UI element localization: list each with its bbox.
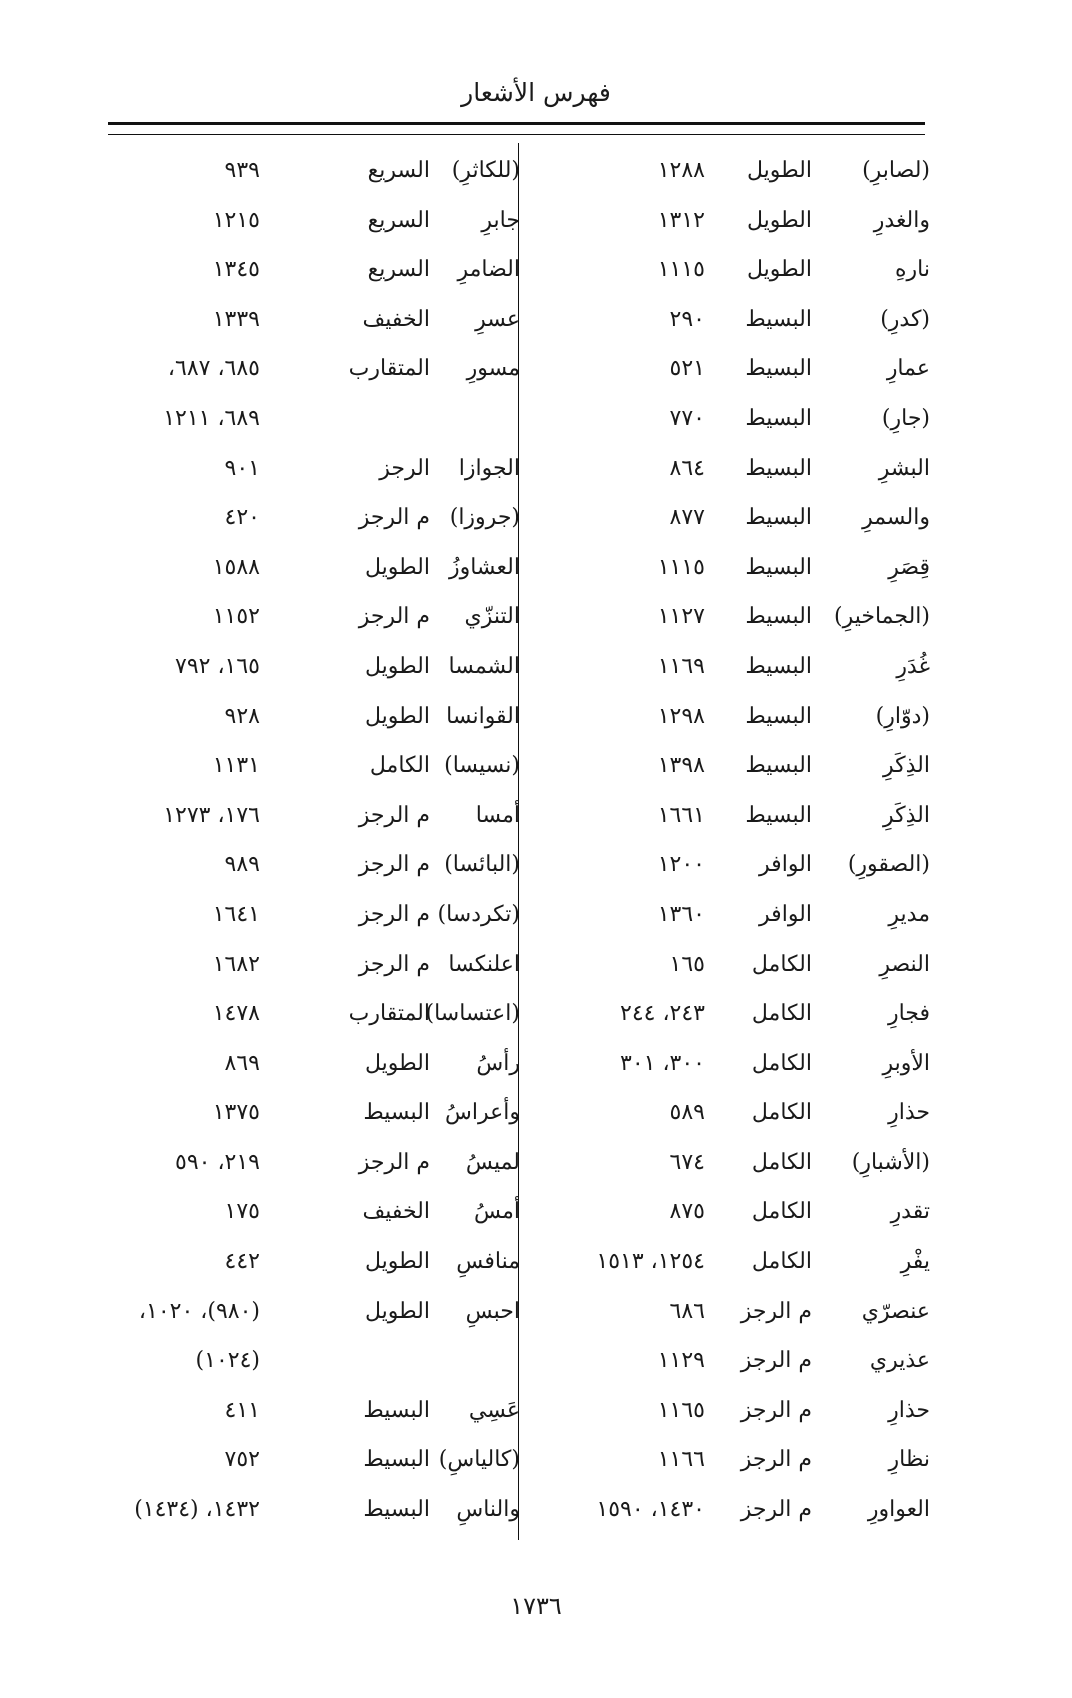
rhyme-word: جابرِ: [481, 207, 520, 233]
page-refs: ٦٨٥، ٦٨٧،: [167, 356, 260, 382]
meter-name: السريع: [367, 158, 430, 183]
meter-name: م الرجز: [358, 852, 430, 878]
index-row: [70, 1489, 520, 1539]
rhyme-word: التنزّي: [464, 604, 520, 630]
rhyme-word: (الأشبارِ): [851, 1149, 930, 1175]
rhyme-word: القوانسا: [446, 703, 520, 729]
page-refs: ١٣٦٠: [657, 901, 705, 927]
rhyme-word: وأعراسُ: [445, 1100, 520, 1126]
index-row: [70, 646, 520, 696]
meter-name: م الرجز: [358, 1149, 430, 1175]
rhyme-word: (للكاثرِ): [451, 158, 520, 183]
index-row: [530, 1241, 930, 1291]
index-row: [70, 1439, 520, 1489]
index-row: [70, 993, 520, 1043]
page-refs: ١١١٥: [657, 554, 705, 580]
page-refs: ١١٣١: [212, 753, 260, 779]
page-refs: ١٣٤٥: [212, 257, 260, 283]
rhyme-word: الجوازا: [458, 455, 520, 481]
index-row: [530, 894, 930, 944]
meter-name: الكامل: [751, 1001, 812, 1027]
right-column: [530, 150, 930, 1540]
index-row: [70, 1191, 520, 1241]
header-rule-thin: [108, 134, 925, 135]
index-row: [530, 944, 930, 994]
index-row: [530, 497, 930, 547]
page-refs: ١٢٠٠: [657, 852, 705, 878]
page-refs: ١٢١٥: [212, 207, 260, 233]
meter-name: الطويل: [364, 1050, 430, 1076]
page-refs: ١٣٣٩: [212, 306, 260, 332]
meter-name: الخفيف: [362, 1199, 430, 1225]
meter-name: م الرجز: [358, 802, 430, 828]
rhyme-word: (جارِ): [881, 405, 930, 431]
meter-name: البسيط: [363, 1100, 430, 1126]
rhyme-word: عَسِي: [468, 1397, 520, 1423]
rhyme-word: (جروزا): [449, 505, 520, 531]
page-refs: ٩٢٨: [224, 703, 260, 729]
rhyme-word: (الجماخيرِ): [834, 604, 930, 630]
index-row: [530, 1439, 930, 1489]
page-refs: ١٦٥: [669, 951, 705, 977]
rhyme-word: والسمرِ: [862, 505, 930, 531]
rhyme-word: (الصقورِ): [847, 852, 930, 878]
meter-name: الطويل: [746, 158, 812, 183]
meter-name: الوافر: [759, 852, 812, 878]
index-row: [530, 348, 930, 398]
page-refs: ٤١١: [224, 1397, 260, 1423]
index-row: [530, 1390, 930, 1440]
meter-name: الوافر: [759, 901, 812, 927]
index-row: [70, 547, 520, 597]
rhyme-word: فجارِ: [887, 1001, 930, 1027]
meter-name: البسيط: [745, 554, 812, 580]
page-refs: ١١٦٥: [657, 1397, 705, 1423]
index-row: [530, 1043, 930, 1093]
rhyme-word: الضامرِ: [457, 257, 520, 283]
meter-name: الكامل: [751, 1199, 812, 1225]
rhyme-word: اعلنكسا: [448, 951, 520, 977]
meter-name: الكامل: [751, 1050, 812, 1076]
page-refs: ١٦٥، ٧٩٢: [175, 653, 260, 679]
page-refs: ١٣٩٨: [657, 753, 705, 779]
index-row: [530, 1291, 930, 1341]
meter-name: الطويل: [364, 1298, 430, 1324]
page-refs: ٥٢١: [669, 356, 705, 382]
meter-name: البسيط: [745, 703, 812, 729]
meter-name: البسيط: [745, 356, 812, 382]
meter-name: الرجز: [379, 455, 430, 481]
page-refs: ١١٢٩: [657, 1348, 705, 1374]
page-refs: ١٢٥٤، ١٥١٣: [596, 1249, 705, 1275]
index-row: [70, 745, 520, 795]
meter-name: م الرجز: [358, 505, 430, 531]
rhyme-word: (دوّارِ): [875, 703, 930, 729]
page-refs: ١١٦٦: [657, 1447, 705, 1473]
meter-name: م الرجز: [358, 901, 430, 927]
page-refs: ٧٥٢: [224, 1447, 260, 1473]
page-refs: ٤٤٢: [224, 1249, 260, 1275]
page-refs: ١٣١٢: [657, 207, 705, 233]
index-row: [70, 150, 520, 200]
rhyme-word: يفْرِ: [900, 1249, 930, 1275]
index-row: [70, 1043, 520, 1093]
page-refs: (١٠٢٤): [195, 1348, 260, 1374]
meter-name: الكامل: [751, 1100, 812, 1126]
meter-name: الكامل: [751, 1149, 812, 1175]
index-row: [530, 696, 930, 746]
page-refs: ٢١٩، ٥٩٠: [175, 1149, 260, 1175]
page-refs: ١٦٦١: [657, 802, 705, 828]
index-row: [70, 1291, 520, 1341]
index-row: [70, 497, 520, 547]
meter-name: الكامل: [751, 1249, 812, 1275]
page-refs: ١٤٣٢، (١٤٣٤): [134, 1497, 260, 1523]
page-refs: ٧٧٠: [669, 405, 705, 431]
rhyme-word: أمسُ: [474, 1199, 520, 1225]
meter-name: السريع: [367, 257, 430, 283]
meter-name: م الرجز: [358, 951, 430, 977]
meter-name: المتقارب: [348, 356, 430, 382]
meter-name: البسيط: [745, 802, 812, 828]
page-refs: ١٤٣٠، ١٥٩٠: [596, 1497, 705, 1523]
rhyme-word: (كدرِ): [880, 306, 930, 332]
rhyme-word: (نسيسا): [444, 753, 520, 779]
page-refs: ١٣٧٥: [212, 1100, 260, 1126]
index-row: [530, 646, 930, 696]
rhyme-word: مسورِ: [466, 356, 520, 382]
index-row: [530, 844, 930, 894]
rhyme-word: (كالياسِ): [438, 1447, 520, 1473]
rhyme-word: قِصَرِ: [888, 554, 930, 580]
rhyme-word: (البائسا): [444, 852, 520, 878]
header-rule-thick: [108, 122, 925, 125]
meter-name: البسيط: [745, 405, 812, 431]
index-row: [70, 348, 520, 398]
rhyme-word: النصرِ: [879, 951, 930, 977]
rhyme-word: نارهِ: [895, 257, 930, 283]
index-row: [530, 200, 930, 250]
meter-name: م الرجز: [740, 1497, 812, 1523]
rhyme-word: (لصابرِ): [862, 158, 930, 183]
index-row: [70, 448, 520, 498]
meter-name: الطويل: [364, 1249, 430, 1275]
meter-name: البسيط: [363, 1447, 430, 1473]
index-row: [70, 249, 520, 299]
index-row: [530, 1092, 930, 1142]
rhyme-word: العشاوزُ: [448, 554, 520, 580]
left-column: [70, 150, 520, 1540]
page-refs: ١٦٨٢: [212, 951, 260, 977]
page-refs: ٨٧٥: [669, 1199, 705, 1225]
rhyme-word: البشرِ: [878, 455, 930, 481]
index-row: [70, 1340, 520, 1390]
rhyme-word: منافسِ: [456, 1249, 520, 1275]
page-refs: ٣٠٠، ٣٠١: [620, 1050, 705, 1076]
rhyme-word: مديرِ: [888, 901, 930, 927]
page-refs: ١١١٥: [657, 257, 705, 283]
page-refs: ١١٢٧: [657, 604, 705, 630]
rhyme-word: أمسا: [475, 802, 520, 828]
meter-name: الكامل: [369, 753, 430, 779]
meter-name: الخفيف: [362, 306, 430, 332]
rhyme-word: عمارِ: [886, 356, 930, 382]
index-row: [70, 894, 520, 944]
meter-name: الكامل: [751, 951, 812, 977]
index-row: [530, 1489, 930, 1539]
index-row: [530, 745, 930, 795]
rhyme-word: نظارِ: [888, 1447, 930, 1473]
index-row: [530, 398, 930, 448]
page-refs: ٩٠١: [224, 455, 260, 481]
page-refs: ٦٨٩، ١٢١١: [163, 405, 260, 431]
page-refs: ١٦٤١: [212, 901, 260, 927]
rhyme-word: احبسِ: [465, 1298, 520, 1324]
meter-name: الطويل: [364, 653, 430, 679]
meter-name: السريع: [367, 207, 430, 233]
rhyme-word: حذارِ: [888, 1397, 930, 1423]
index-row: [70, 398, 520, 448]
index-row: [70, 596, 520, 646]
rhyme-word: لميسُ: [465, 1149, 520, 1175]
index-row: [70, 795, 520, 845]
index-row: [530, 1191, 930, 1241]
rhyme-word: عسرِ: [475, 306, 520, 332]
page-refs: ١٧٥: [224, 1199, 260, 1225]
page-refs: ٨٧٧: [669, 505, 705, 531]
index-row: [530, 993, 930, 1043]
rhyme-word: حذارِ: [888, 1100, 930, 1126]
rhyme-word: (اعتساسا): [425, 1001, 520, 1027]
page-refs: ٢٤٣، ٢٤٤: [620, 1001, 705, 1027]
meter-name: البسيط: [363, 1397, 430, 1423]
rhyme-word: تقدرِ: [890, 1199, 930, 1225]
rhyme-word: الشمسا: [448, 653, 520, 679]
index-row: [530, 1340, 930, 1390]
index-row: [70, 696, 520, 746]
page-refs: (٩٨٠)، ١٠٢٠،: [138, 1298, 260, 1324]
rhyme-word: والناسِ: [456, 1497, 520, 1523]
rhyme-word: الذِكَرِ: [883, 802, 930, 828]
page-refs: ٥٨٩: [669, 1100, 705, 1126]
page-refs: ١١٦٩: [657, 653, 705, 679]
meter-name: البسيط: [745, 604, 812, 630]
index-row: [530, 1142, 930, 1192]
rhyme-word: (تكردسا): [437, 901, 520, 927]
page-header-title: فهرس الأشعار: [461, 78, 611, 107]
meter-name: الطويل: [746, 257, 812, 283]
rhyme-word: غُدَرِ: [896, 653, 930, 679]
rhyme-word: رأسُ: [476, 1050, 520, 1076]
meter-name: البسيط: [745, 306, 812, 332]
page-refs: ١٧٦، ١٢٧٣: [163, 802, 260, 828]
page-refs: ١١٥٢: [212, 604, 260, 630]
index-row: [70, 1390, 520, 1440]
page-refs: ٤٢٠: [224, 505, 260, 531]
index-row: [70, 944, 520, 994]
index-row: [530, 596, 930, 646]
index-row: [530, 249, 930, 299]
page-refs: ٩٨٩: [224, 852, 260, 878]
index-row: [70, 1092, 520, 1142]
page-refs: ١٢٩٨: [657, 703, 705, 729]
rhyme-word: الأوبرِ: [882, 1050, 930, 1076]
rhyme-word: عنصرّي: [861, 1298, 930, 1324]
page-refs: ٦٧٤: [669, 1149, 705, 1175]
rhyme-word: العواورِ: [867, 1497, 930, 1523]
page-refs: ١٤٧٨: [212, 1001, 260, 1027]
meter-name: الطويل: [364, 554, 430, 580]
meter-name: البسيط: [745, 653, 812, 679]
page-number: ١٧٣٦: [510, 1592, 562, 1620]
index-row: [70, 200, 520, 250]
index-row: [70, 299, 520, 349]
rhyme-word: والغدرِ: [873, 207, 930, 233]
meter-name: م الرجز: [740, 1397, 812, 1423]
page-refs: ٦٨٦: [669, 1298, 705, 1324]
index-row: [530, 150, 930, 200]
meter-name: م الرجز: [740, 1298, 812, 1324]
rhyme-word: الذِكَرِ: [883, 753, 930, 779]
page-refs: ١٢٨٨: [657, 158, 705, 183]
index-row: [70, 1142, 520, 1192]
index-row: [530, 547, 930, 597]
index-row: [70, 1241, 520, 1291]
meter-name: الطويل: [746, 207, 812, 233]
meter-name: الطويل: [364, 703, 430, 729]
meter-name: المتقارب: [348, 1001, 430, 1027]
meter-name: البسيط: [363, 1497, 430, 1523]
page-refs: ١٥٨٨: [212, 554, 260, 580]
meter-name: البسيط: [745, 505, 812, 531]
meter-name: البسيط: [745, 455, 812, 481]
page-refs: ٩٣٩: [224, 158, 260, 183]
meter-name: البسيط: [745, 753, 812, 779]
rhyme-word: عذيري: [869, 1348, 930, 1374]
page-refs: ٨٦٩: [224, 1050, 260, 1076]
meter-name: م الرجز: [740, 1447, 812, 1473]
index-row: [530, 795, 930, 845]
index-row: [530, 448, 930, 498]
page-refs: ٢٩٠: [669, 306, 705, 332]
index-row: [530, 299, 930, 349]
meter-name: م الرجز: [358, 604, 430, 630]
meter-name: م الرجز: [740, 1348, 812, 1374]
page-refs: ٨٦٤: [669, 455, 705, 481]
index-row: [70, 844, 520, 894]
